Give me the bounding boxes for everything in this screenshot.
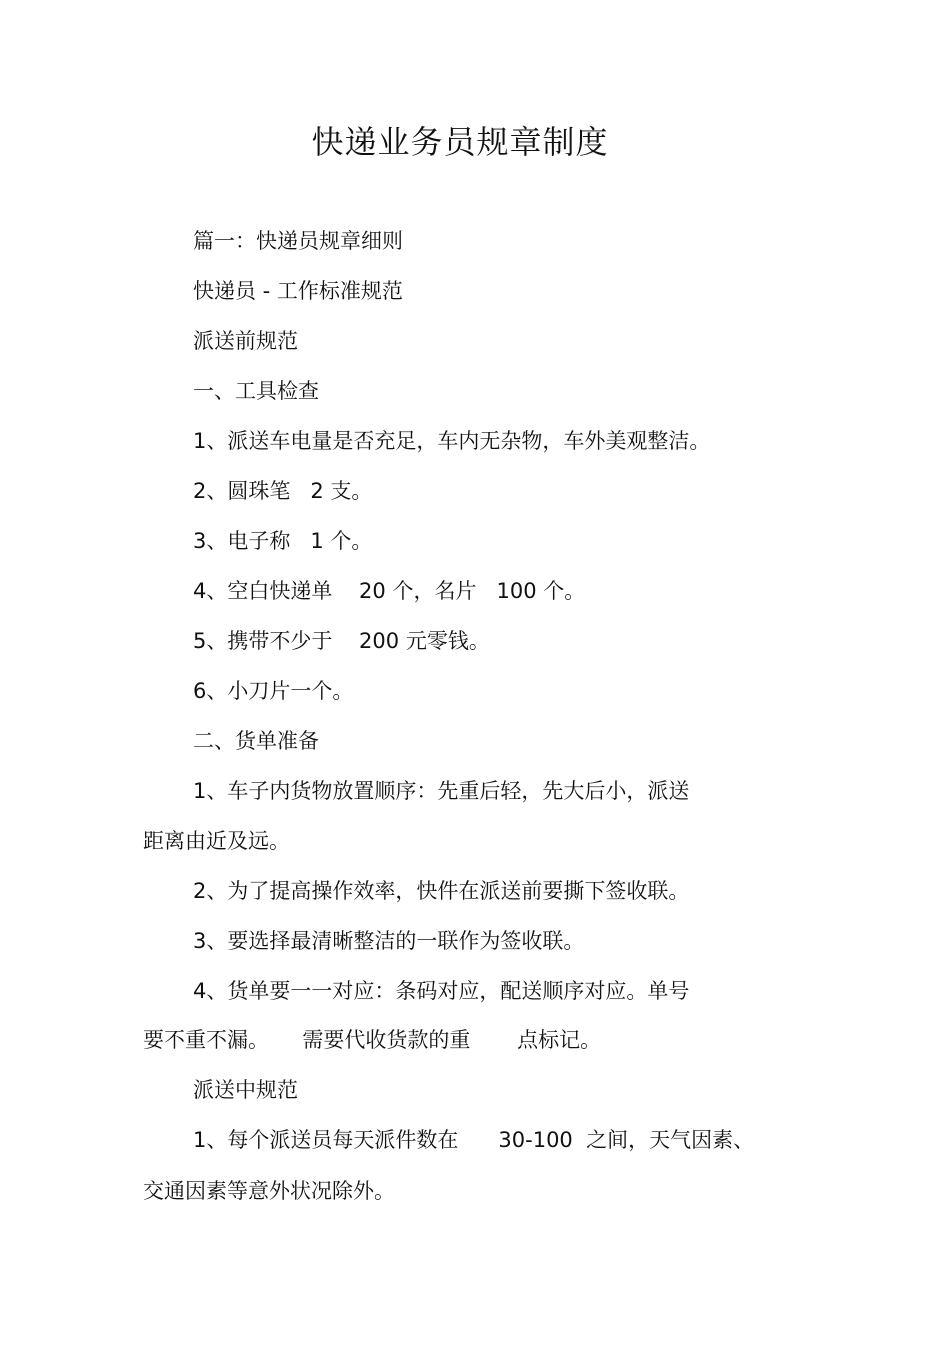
text-line: 3、要选择最清晰整洁的一联作为签收联。 xyxy=(193,929,585,953)
text-line: 派送前规范 xyxy=(193,329,298,353)
text-line: 要不重不漏。 需要代收货款的重 点标记。 xyxy=(143,1028,602,1052)
page-title: 快递业务员规章制度 xyxy=(311,123,609,161)
text-line: 二、货单准备 xyxy=(193,729,319,753)
text-line: 4、货单要一一对应：条码对应，配送顺序对应。单号 xyxy=(193,979,690,1003)
text-line: 2、为了提高操作效率，快件在派送前要撕下签收联。 xyxy=(193,879,690,903)
text-line: 1、派送车电量是否充足，车内无杂物，车外美观整洁。 xyxy=(193,429,711,453)
text-line: 1、车子内货物放置顺序：先重后轻，先大后小，派送 xyxy=(193,779,690,803)
text-line: 4、空白快递单 20 个，名片 100 个。 xyxy=(193,579,586,603)
text-line: 一、工具检查 xyxy=(193,379,319,403)
text-line: 快递员 - 工作标准规范 xyxy=(193,279,403,303)
text-line: 6、小刀片一个。 xyxy=(193,679,354,703)
text-line: 交通因素等意外状况除外。 xyxy=(143,1179,395,1203)
text-line: 5、携带不少于 200 元零钱。 xyxy=(193,629,490,653)
text-line: 派送中规范 xyxy=(193,1078,298,1102)
text-line: 3、电子称 1 个。 xyxy=(193,529,373,553)
text-line: 1、每个派送员每天派件数在 30-100 之间，天气因素、 xyxy=(193,1128,755,1152)
text-line: 距离由近及远。 xyxy=(143,829,290,853)
text-line: 2、圆珠笔 2 支。 xyxy=(193,479,373,503)
text-line: 篇一：快递员规章细则 xyxy=(193,229,403,253)
